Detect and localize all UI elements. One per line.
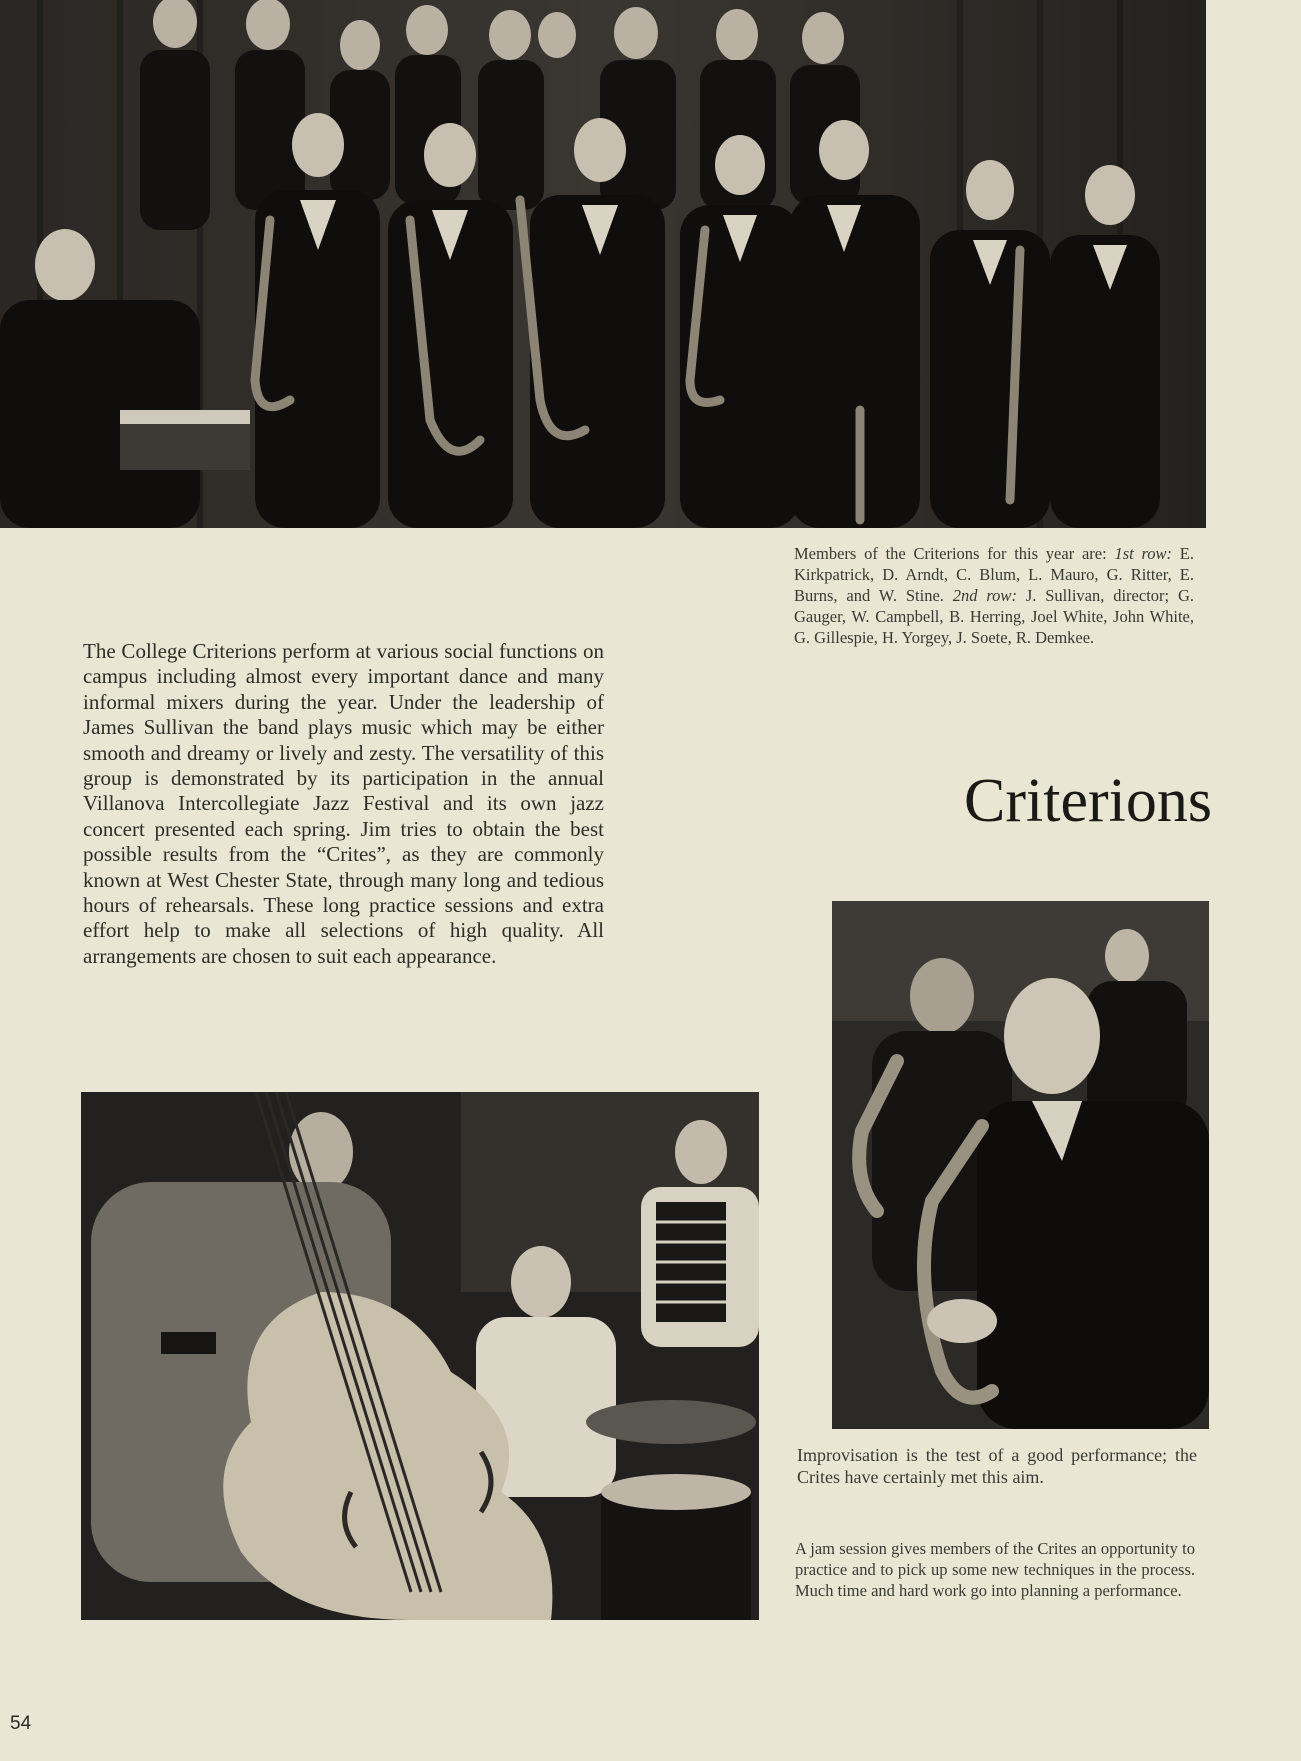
members-intro: Members of the Criterions for this year are: bbox=[794, 544, 1107, 563]
jam-caption: A jam session gives members of the Crites an opportunity to practice and to pick up some new techniques in the process. Much time and hard work go into planning a performance. bbox=[795, 1539, 1195, 1600]
page-number: 54 bbox=[10, 1713, 32, 1734]
row2-names: J. Sullivan, director; G. Gauger, W. Campbell, B. Herring, Joel White, John White, G. Gillespie, H. Yorgey, J. Soete, R. Demkee. bbox=[794, 586, 1195, 647]
jam-session-photo bbox=[81, 1092, 759, 1620]
body-paragraph: The College Criterions perform at various social functions on campus including almost every important dance and many informal mixers during the year. Under the leadership of James Sullivan the band plays music which may be either smooth and dreamy or lively and zesty. The versatility of this group is demonstrated by its participation in the annual Villanova Intercollegiate Jazz Festival and its own jazz concert presented each spring. Jim tries to obtain the best possible results from the “Crites”, as they are commonly known at West Chester State, through many long and tedious hours of rehearsals. These long practice sessions and extra effort help to make all selections of high quality. All arrangements are chosen to suit each appearance. bbox=[83, 639, 604, 968]
row1-label: 1st row: bbox=[1114, 544, 1173, 563]
members-caption bbox=[794, 543, 1194, 648]
band-group-photo bbox=[0, 0, 1206, 528]
solo-caption: Improvisation is the test of a good performance; the Crites have certainly met this aim. bbox=[797, 1445, 1197, 1487]
row2-label: 2nd row: bbox=[952, 586, 1017, 605]
saxophone-solo-photo bbox=[832, 901, 1209, 1429]
section-title: Criterions bbox=[964, 767, 1212, 835]
row1-names: E. Kirkpatrick, D. Arndt, C. Blum, L. Mauro, G. Ritter, E. Burns, and W. Stine. bbox=[794, 544, 1195, 605]
